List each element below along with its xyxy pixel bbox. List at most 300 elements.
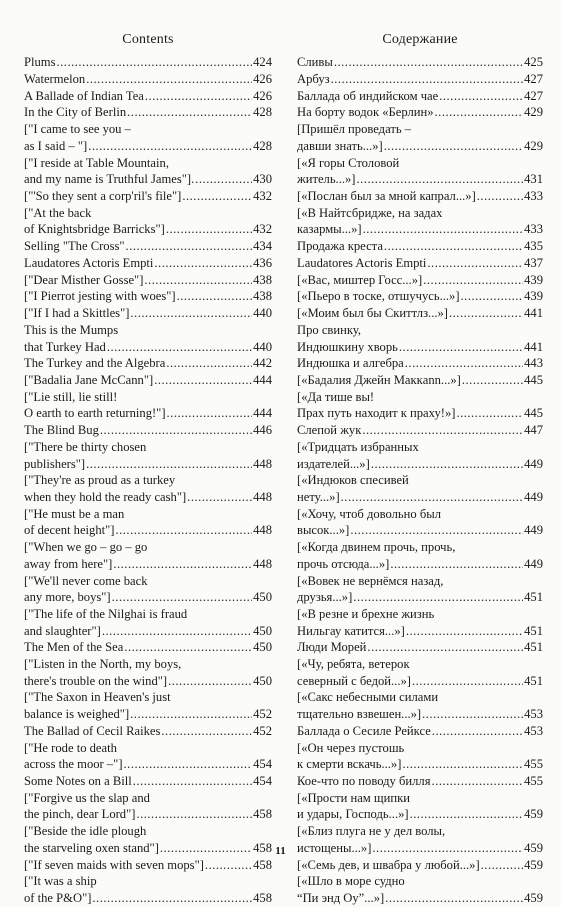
entry-title-line: [Пришёл проведать –	[297, 122, 412, 137]
toc-entry	[297, 188, 543, 205]
entry-page-number: 439	[524, 272, 543, 287]
entry-last-line	[297, 890, 543, 907]
toc-entry	[24, 322, 272, 355]
entry-title-line: [«Я горы Столовой	[297, 155, 400, 170]
entry-title-line: A Ballade of Indian Tea	[24, 88, 144, 103]
entry-last-line	[297, 221, 543, 238]
dot-leader	[423, 272, 523, 289]
entry-page-number: 431	[524, 172, 543, 187]
toc-entry	[24, 422, 272, 439]
toc-entry	[297, 372, 543, 389]
entry-last-line	[24, 88, 272, 105]
entry-title-line: and slaughter"]	[24, 623, 101, 638]
entry-last-line	[297, 188, 543, 205]
entry-title-line: as I said – "]	[24, 138, 88, 153]
entry-page-number: 445	[524, 406, 543, 421]
dot-leader	[357, 171, 524, 188]
dot-leader	[86, 71, 252, 88]
toc-entry	[297, 389, 543, 422]
entry-title-line: [«Послан был за мной капрал...»]	[297, 188, 476, 203]
toc-entry	[297, 288, 543, 305]
entry-title-line: ["The life of the Nilghai is fraud	[24, 606, 188, 621]
entry-last-line	[24, 623, 272, 640]
toc-entry	[24, 439, 272, 472]
entry-page-number: 458	[253, 857, 272, 872]
entry-title-line: [«Близ плуга не у дел волы,	[297, 824, 446, 839]
entry-last-line	[24, 723, 272, 740]
dot-leader	[86, 456, 252, 473]
contents-column-russian	[297, 30, 543, 907]
entry-title-line: житель...»]	[297, 172, 356, 187]
entry-last-line	[24, 706, 272, 723]
toc-entry	[297, 857, 543, 874]
dot-leader	[177, 288, 253, 305]
toc-entry	[297, 88, 543, 105]
toc-entry	[297, 205, 543, 238]
entry-title-line: and my name is Truthful James"].	[24, 172, 195, 187]
dot-leader	[133, 773, 252, 790]
entry-title-line: [«Индюков спесивей	[297, 473, 409, 488]
entry-title-line: Про свинку,	[297, 322, 361, 337]
entry-last-line	[297, 405, 543, 422]
entry-title-line: The Men of the Sea	[24, 640, 124, 655]
entry-page-number: 428	[253, 105, 272, 120]
toc-entry	[297, 639, 543, 656]
entry-title-line: The Ballad of Cecil Raikes	[24, 723, 161, 738]
entry-page-number: 448	[253, 523, 272, 538]
entry-last-line	[297, 489, 543, 506]
toc-entry	[24, 155, 272, 188]
dot-leader	[341, 489, 523, 506]
entry-last-line	[24, 221, 272, 238]
dot-leader	[402, 756, 523, 773]
entry-page-number: 451	[524, 590, 543, 605]
entry-page-number: 448	[253, 490, 272, 504]
entry-last-line	[297, 272, 543, 289]
entry-title-line: any more, boys"]	[24, 590, 111, 605]
entry-page-number: 450	[253, 590, 272, 605]
dot-leader	[412, 673, 523, 690]
entry-title-line: прочь отсюда...»]	[297, 556, 390, 571]
entry-last-line	[297, 238, 543, 255]
entry-title-line: [«Бадалия Джейн Маккann...»]	[297, 373, 461, 388]
dot-leader	[410, 806, 524, 823]
dot-leader	[477, 188, 523, 205]
entry-page-number: 439	[524, 289, 543, 304]
dot-leader	[462, 372, 523, 389]
entry-page-number: 444	[253, 373, 272, 388]
dot-leader	[124, 756, 253, 773]
entry-title-line: Баллада о Сесиле Рейксе	[297, 723, 431, 738]
entry-last-line	[24, 188, 272, 205]
entry-title-line: ["'So they sent a corp'ril's file"]	[24, 188, 182, 203]
dot-leader	[124, 639, 252, 656]
entry-title-line: In the City of Berlin	[24, 105, 127, 120]
entry-title-line: ["At the back	[24, 205, 92, 220]
dot-leader	[435, 104, 524, 121]
dot-leader	[113, 556, 252, 573]
toc-entry	[297, 305, 543, 322]
contents-heading: Contents	[122, 32, 174, 47]
entry-page-number: 449	[524, 490, 543, 504]
toc-entry	[24, 472, 272, 505]
entry-title-line: ["He rode to death	[24, 740, 117, 755]
dot-leader	[92, 890, 252, 907]
dot-leader	[127, 104, 252, 121]
dot-leader	[115, 522, 252, 539]
entry-last-line	[297, 355, 543, 372]
dot-leader	[182, 188, 252, 205]
entry-page-number: 454	[253, 757, 272, 772]
entry-title-line: ["We'll never come back	[24, 573, 148, 588]
entry-last-line	[24, 355, 272, 372]
dot-leader	[205, 857, 252, 874]
dot-leader	[384, 138, 523, 155]
entry-title-line: нету...»]	[297, 490, 340, 504]
dot-leader	[439, 88, 523, 105]
entry-page-number: 437	[524, 255, 543, 270]
toc-entry	[297, 121, 543, 154]
entry-last-line	[24, 456, 272, 473]
entry-last-line	[297, 255, 543, 272]
entry-title-line: of the P&O"]	[24, 890, 92, 905]
dot-leader	[456, 405, 523, 422]
entry-title-line: тщательно взвешен...»]	[297, 707, 422, 722]
entry-page-number: 450	[253, 640, 272, 655]
entry-title-line: [«Вас, миштер Госс...»]	[297, 272, 423, 287]
entry-title-line: ["Lie still, lie still!	[24, 389, 118, 404]
entry-page-number: 426	[253, 88, 272, 103]
dot-leader	[331, 71, 524, 88]
toc-entry	[24, 773, 272, 790]
entry-title-line: издателей...»]	[297, 456, 370, 471]
entry-title-line: друзья...»]	[297, 590, 353, 605]
entry-last-line	[297, 88, 543, 105]
entry-last-line	[297, 723, 543, 740]
entry-title-line: O earth to earth returning!"]	[24, 406, 166, 421]
toc-entry	[297, 255, 543, 272]
dot-leader	[385, 890, 523, 907]
entry-last-line	[297, 54, 543, 71]
entry-title-line: ["They're as proud as a turkey	[24, 473, 176, 488]
entry-page-number: 448	[253, 456, 272, 471]
entry-title-line: Индюшкину хворь	[297, 339, 398, 354]
entry-page-number: 427	[524, 71, 543, 86]
entry-last-line	[297, 305, 543, 322]
dot-leader	[195, 171, 252, 188]
toc-entry	[297, 322, 543, 355]
dot-leader	[350, 522, 523, 539]
entry-title-line: [«В Найтсбридже, на задах	[297, 205, 443, 220]
toc-entry	[297, 54, 543, 71]
entry-page-number: 451	[524, 640, 543, 655]
entry-last-line	[24, 773, 272, 790]
entry-last-line	[24, 405, 272, 422]
entry-last-line	[24, 639, 272, 656]
entry-title-line: the pinch, dear Lord"]	[24, 807, 136, 822]
entry-title-line: [«Да тише вы!	[297, 389, 375, 404]
dot-leader	[168, 673, 252, 690]
entry-last-line	[297, 104, 543, 121]
entry-title-line: This is the Mumps	[24, 322, 119, 337]
entry-last-line	[297, 589, 543, 606]
toc-entry	[297, 71, 543, 88]
entry-page-number: 459	[524, 807, 543, 822]
entry-last-line	[24, 104, 272, 121]
entry-last-line	[24, 756, 272, 773]
toc-entry	[24, 188, 272, 205]
toc-entry	[24, 238, 272, 255]
entry-title-line: и удары, Господь...»]	[297, 807, 409, 822]
entry-last-line	[24, 255, 272, 272]
entry-title-line: Laudatores Actoris Empti	[297, 255, 427, 270]
entry-last-line	[297, 171, 543, 188]
dot-leader	[130, 706, 252, 723]
entry-page-number: 450	[253, 623, 272, 638]
entry-last-line	[24, 339, 272, 356]
entry-title-line: [«Пьеро в тоске, отшучусь...»]	[297, 289, 460, 304]
dot-leader	[130, 305, 252, 322]
toc-entry	[297, 422, 543, 439]
entry-page-number: 432	[253, 222, 272, 237]
dot-leader	[145, 88, 252, 105]
entry-title-line: ["If I had a Skittles"]	[24, 306, 130, 321]
entry-page-number: 427	[524, 88, 543, 103]
toc-entry	[24, 723, 272, 740]
entry-last-line	[24, 288, 272, 305]
entry-last-line	[297, 623, 543, 640]
entry-title-line: [«Семь дев, и швабра у любой...»]	[297, 857, 480, 872]
entry-title-line: publishers"]	[24, 456, 86, 471]
toc-entry	[297, 155, 543, 188]
dot-leader	[166, 221, 252, 238]
page-number: 11	[275, 845, 286, 857]
entry-title-line: Selling "The Cross"	[24, 239, 125, 254]
entry-last-line	[24, 372, 272, 389]
entry-page-number: 433	[524, 188, 543, 203]
entry-last-line	[24, 489, 272, 506]
entry-last-line	[24, 305, 272, 322]
dot-leader	[461, 288, 524, 305]
toc-entry	[297, 272, 543, 289]
entry-page-number: 455	[524, 757, 543, 772]
entry-title-line: ["Dear Misther Gosse"]	[24, 272, 144, 287]
entry-title-line: [«Чу, ребята, ветерок	[297, 657, 410, 672]
toc-entry	[24, 606, 272, 639]
entry-title-line: Продажа креста	[297, 239, 383, 254]
entry-last-line	[297, 372, 543, 389]
entry-last-line	[24, 238, 272, 255]
entry-title-line: Индюшка и алгебра	[297, 356, 404, 371]
entry-last-line	[24, 890, 272, 907]
entry-page-number: 433	[524, 222, 543, 237]
entry-title-line: of decent height"]	[24, 523, 115, 538]
entry-title-line: ["Forgive us the slap and	[24, 790, 150, 805]
entry-page-number: 452	[253, 723, 272, 738]
dot-leader	[481, 857, 523, 874]
entry-title-line: [«Сакс небесными силами	[297, 690, 439, 705]
toc-entry	[297, 573, 543, 606]
entry-page-number: 458	[253, 807, 272, 822]
toc-entry	[24, 272, 272, 289]
toc-entry	[297, 238, 543, 255]
entry-last-line	[297, 706, 543, 723]
entry-title-line: ["If seven maids with seven mops"]	[24, 857, 204, 872]
toc-entry	[24, 689, 272, 722]
entry-last-line	[297, 71, 543, 88]
dot-leader	[390, 556, 523, 573]
toc-entry	[297, 873, 543, 906]
entry-page-number: 449	[524, 523, 543, 538]
entry-title-line: Кое-что по поводу билля	[297, 773, 431, 788]
toc-entry	[297, 355, 543, 372]
entry-last-line	[24, 54, 272, 71]
entry-last-line	[24, 857, 272, 874]
entry-title-line: that Turkey Had	[24, 339, 106, 354]
entry-last-line	[297, 422, 543, 439]
entry-page-number: 436	[253, 255, 272, 270]
entry-page-number: 459	[524, 890, 543, 905]
entry-page-number: 449	[524, 456, 543, 471]
entry-title-line: Сливы	[297, 55, 333, 69]
entry-title-line: away from here"]	[24, 556, 113, 571]
entry-title-line: there's trouble on the wind"]	[24, 673, 168, 688]
entry-page-number: 452	[253, 707, 272, 722]
entry-page-number: 441	[524, 306, 543, 321]
dot-leader	[367, 639, 523, 656]
toc-entry	[297, 656, 543, 689]
toc-entries-russian	[297, 54, 543, 906]
toc-entry	[24, 873, 272, 906]
dot-leader	[432, 723, 523, 740]
toc-entry	[24, 639, 272, 656]
entry-page-number: 434	[253, 239, 272, 254]
entry-last-line	[24, 171, 272, 188]
entry-page-number: 425	[524, 55, 543, 69]
entry-title-line: across the moor –"]	[24, 757, 123, 772]
entry-title-line: ["When we go – go – go	[24, 540, 148, 555]
toc-entry	[297, 773, 543, 790]
entry-page-number: 453	[524, 723, 543, 738]
entry-page-number: 428	[253, 138, 272, 153]
entry-page-number: 459	[524, 857, 543, 872]
dot-leader	[154, 255, 252, 272]
toc-entry	[24, 71, 272, 88]
dot-leader	[166, 355, 252, 372]
toc-entry	[24, 506, 272, 539]
entry-title-line: ["He must be a man	[24, 506, 125, 521]
dot-leader	[154, 372, 252, 389]
toc-entry	[24, 205, 272, 238]
entry-page-number: 458	[253, 840, 272, 855]
toc-entry	[297, 606, 543, 639]
dot-leader	[102, 623, 252, 640]
entry-last-line	[297, 773, 543, 790]
entry-title-line: Прах путь находит к праху!»]	[297, 406, 456, 421]
entry-title-line: The Blind Bug	[24, 423, 99, 438]
dot-leader	[107, 339, 252, 356]
dot-leader	[422, 706, 523, 723]
toc-entry	[24, 372, 272, 389]
toc-entry	[297, 104, 543, 121]
entry-page-number: 432	[253, 188, 272, 203]
dot-leader	[88, 138, 252, 155]
entry-title-line: Нильгау катится...»]	[297, 623, 405, 638]
entry-title-line: ["The Saxon in Heaven's just	[24, 690, 171, 705]
entry-title-line: “Пи энд Оу”...»]	[297, 890, 385, 905]
dot-leader	[399, 339, 523, 356]
entry-page-number: 454	[253, 773, 272, 788]
toc-entry	[297, 689, 543, 722]
dot-leader	[384, 238, 523, 255]
entry-page-number: 430	[253, 172, 272, 187]
entry-title-line: казармы...»]	[297, 222, 362, 237]
toc-entry	[297, 439, 543, 472]
toc-entry	[24, 740, 272, 773]
dot-leader	[427, 255, 523, 272]
entry-title-line: The Turkey and the Algebra	[24, 356, 166, 371]
entry-title-line: [«Шло в море судно	[297, 874, 405, 889]
entry-title-line: Слепой жук	[297, 423, 362, 438]
dot-leader	[371, 456, 523, 473]
toc-entry	[24, 255, 272, 272]
dot-leader	[100, 422, 252, 439]
entry-last-line	[24, 589, 272, 606]
entry-title-line: ["I Pierrot jesting with woes"]	[24, 289, 176, 304]
toc-entry	[297, 506, 543, 539]
entry-title-line: [«Моим был бы Скиттлз...»]	[297, 306, 448, 321]
dot-leader	[112, 589, 252, 606]
toc-entry	[297, 539, 543, 572]
entry-title-line: of Knightsbridge Barricks"]	[24, 222, 165, 237]
entry-title-line: ["Beside the idle plough	[24, 824, 147, 839]
entry-page-number: 438	[253, 272, 272, 287]
entry-page-number: 440	[253, 306, 272, 321]
entry-page-number: 435	[524, 239, 543, 254]
toc-entry	[24, 389, 272, 422]
dot-leader	[353, 589, 523, 606]
entry-last-line	[297, 522, 543, 539]
entry-title-line: the starveling oxen stand"]	[24, 840, 159, 855]
toc-entry	[24, 121, 272, 154]
entry-last-line	[24, 71, 272, 88]
entry-title-line: [«Когда двинем прочь, прочь,	[297, 540, 456, 555]
entry-page-number: 429	[524, 105, 543, 120]
contents-column-english	[24, 30, 272, 907]
entry-page-number: 438	[253, 289, 272, 304]
entry-title-line: [«Прости нам щипки	[297, 790, 410, 805]
entry-last-line	[297, 556, 543, 573]
entry-last-line	[297, 756, 543, 773]
entry-page-number: 424	[253, 55, 272, 69]
entry-last-line	[297, 857, 543, 874]
toc-entries-english	[24, 54, 272, 906]
entry-page-number: 459	[524, 840, 543, 855]
entry-title-line: Some Notes on a Bill	[24, 773, 132, 788]
entry-last-line	[297, 456, 543, 473]
entry-last-line	[297, 806, 543, 823]
toc-entry	[24, 305, 272, 322]
dot-leader	[57, 54, 253, 71]
dot-leader	[405, 355, 523, 372]
entry-page-number: 455	[524, 773, 543, 788]
toc-entry	[24, 88, 272, 105]
entry-page-number: 446	[253, 423, 272, 438]
dot-leader	[144, 272, 252, 289]
entry-title-line: давши знать...»]	[297, 138, 383, 153]
toc-entry	[24, 656, 272, 689]
entry-last-line	[297, 673, 543, 690]
